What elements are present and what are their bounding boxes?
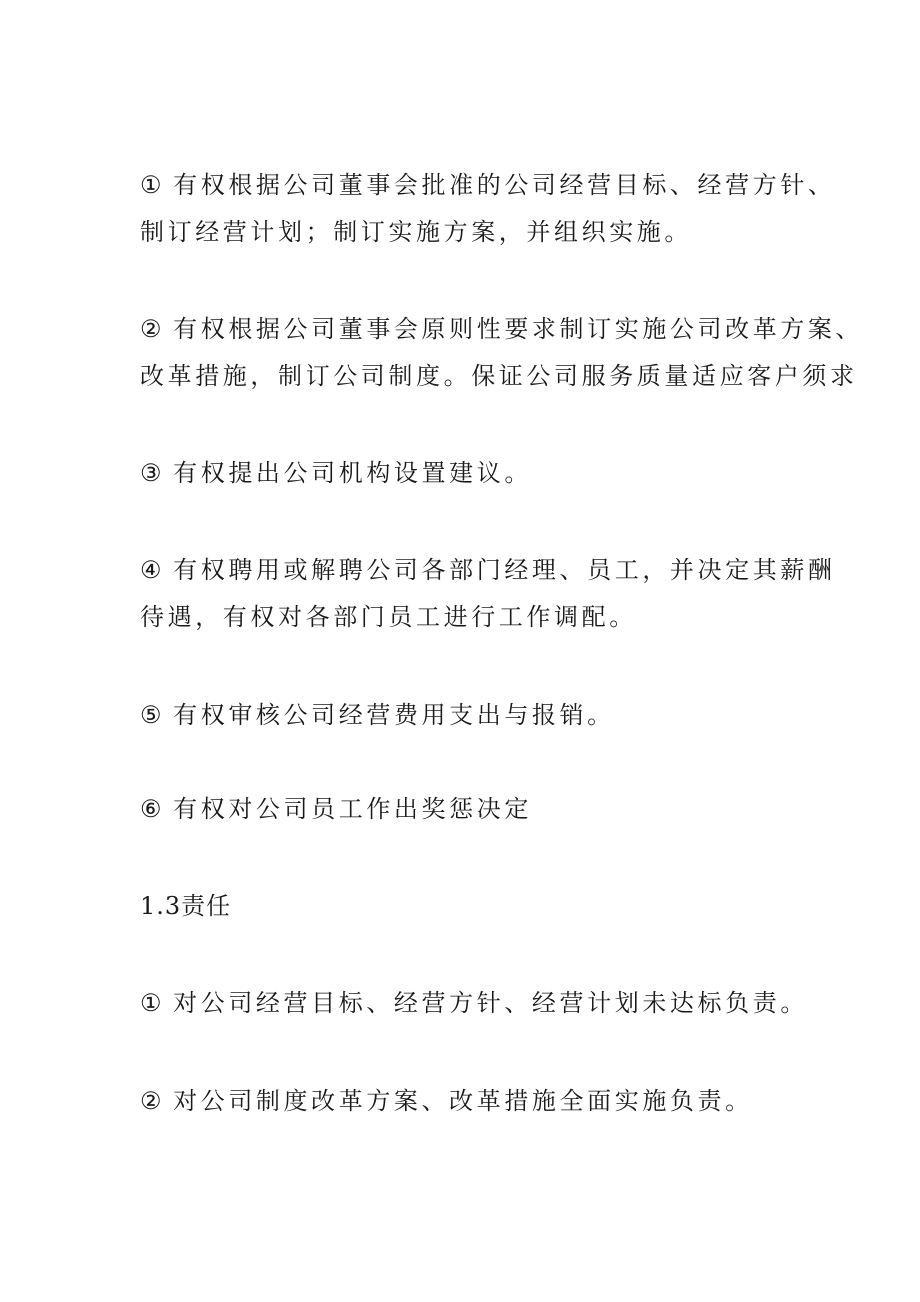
item-number: ⑤ [140,701,166,729]
item-number: ③ [140,459,166,487]
power-item-5 [140,692,840,739]
item-text-line: 有权聘用或解聘公司各部门经理、员工，并决定其薪酬 [173,556,836,584]
power-item-6 [140,786,840,833]
item-text-line: 对公司经营目标、经营方针、经营计划未达标负责。 [173,989,808,1017]
item-number: ① [140,989,166,1017]
item-text-line: 有权提出公司机构设置建议。 [173,459,532,487]
item-number: ⑥ [140,795,166,823]
item-text-line: 对公司制度改革方案、改革措施全面实施负责。 [173,1087,753,1115]
item-text-line: 有权审核公司经营费用支出与报销。 [173,701,615,729]
section-heading: 1.3责任 [140,892,232,920]
item-number: ① [140,171,166,199]
item-text-line: 制订经营计划；制订实施方案，并组织实施。 [140,218,692,246]
power-item-2 [140,306,864,400]
item-text-line: 待遇，有权对各部门员工进行工作调配。 [140,603,637,631]
duty-item-1 [140,980,840,1027]
item-number: ② [140,1087,166,1115]
power-item-1 [140,162,840,256]
item-number: ④ [140,556,166,584]
duty-item-2 [140,1078,840,1125]
item-text-line: 改革措施，制订公司制度。保证公司服务质量适应客户须求 [140,362,858,390]
item-text-line: 有权对公司员工作出奖惩决定 [173,795,532,823]
power-item-3 [140,450,840,497]
item-number: ② [140,315,166,343]
power-item-4 [140,547,840,641]
item-text-line: 有权根据公司董事会原则性要求制订实施公司改革方案、 [173,315,864,343]
item-text-line: 有权根据公司董事会批准的公司经营目标、经营方针、 [173,171,836,199]
